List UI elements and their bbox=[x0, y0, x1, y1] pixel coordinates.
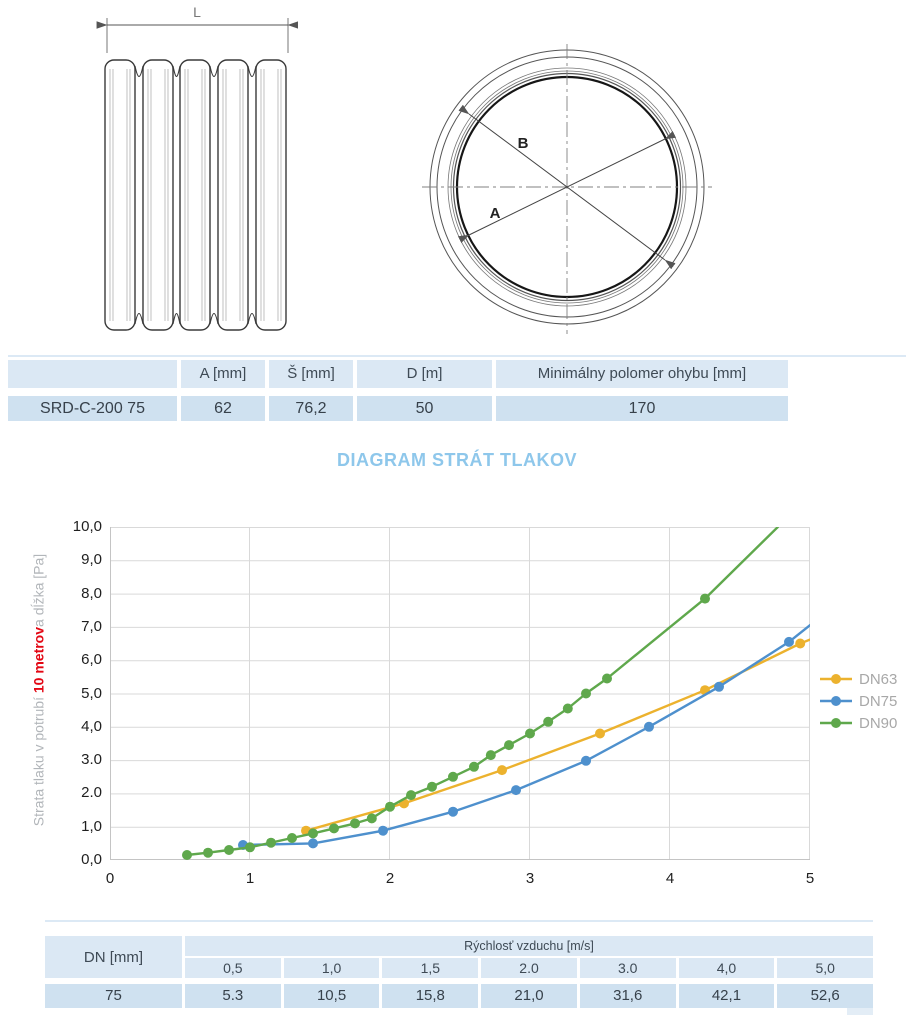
flow-value: 5.3 bbox=[185, 984, 281, 1008]
plot-area bbox=[110, 527, 810, 860]
x-tick-label: 0 bbox=[105, 870, 115, 887]
data-point-DN90 bbox=[469, 762, 479, 772]
pipe-cross-section-drawing bbox=[417, 32, 717, 342]
data-point-DN90 bbox=[287, 833, 297, 843]
data-point-DN90 bbox=[182, 850, 192, 860]
flow-speed-header: 0,5 bbox=[185, 958, 281, 978]
data-point-DN90 bbox=[203, 848, 213, 858]
flow-values-row bbox=[185, 984, 873, 1008]
spec-value-s: 76,2 bbox=[269, 396, 353, 421]
data-point-DN90 bbox=[448, 772, 458, 782]
flow-table-top-rule bbox=[45, 920, 873, 922]
spec-header-a: A [mm] bbox=[181, 360, 265, 388]
data-point-DN90 bbox=[602, 674, 612, 684]
data-point-DN75 bbox=[581, 756, 591, 766]
chart-title: DIAGRAM STRÁT TLAKOV bbox=[337, 450, 577, 470]
data-point-DN90 bbox=[266, 838, 276, 848]
series-line-DN63 bbox=[306, 640, 810, 831]
data-point-DN90 bbox=[700, 594, 710, 604]
x-tick-label: 4 bbox=[665, 870, 675, 887]
y-tick-label: 1,0 bbox=[81, 817, 102, 835]
flow-value: 42,1 bbox=[679, 984, 775, 1008]
flow-speed-header: 1,0 bbox=[284, 958, 380, 978]
flow-speed-header: 4,0 bbox=[679, 958, 775, 978]
legend-item-DN75 bbox=[820, 690, 897, 712]
flow-header-dn: DN [mm] bbox=[45, 936, 182, 978]
x-tick-label: 5 bbox=[805, 870, 815, 887]
flow-value: 15,8 bbox=[382, 984, 478, 1008]
y-tick-label: 9,0 bbox=[81, 551, 102, 569]
spec-header-empty bbox=[8, 360, 177, 388]
pipe-length-dimension bbox=[107, 4, 288, 53]
legend-item-DN63 bbox=[820, 668, 897, 690]
data-point-DN90 bbox=[406, 790, 416, 800]
flow-value-dn: 75 bbox=[45, 984, 182, 1008]
data-point-DN90 bbox=[329, 823, 339, 833]
flow-speed-header: 3.0 bbox=[580, 958, 676, 978]
data-point-DN75 bbox=[714, 682, 724, 692]
data-point-DN90 bbox=[350, 818, 360, 828]
data-point-DN90 bbox=[224, 845, 234, 855]
y-tick-label: 6,0 bbox=[81, 651, 102, 669]
spec-table-top-rule bbox=[8, 355, 906, 357]
flow-value: 21,0 bbox=[481, 984, 577, 1008]
spec-value-d: 50 bbox=[357, 396, 492, 421]
data-point-DN75 bbox=[784, 637, 794, 647]
legend-item-DN90 bbox=[820, 712, 897, 734]
y-axis-title-highlight: 10 metrov bbox=[30, 626, 47, 694]
data-point-DN90 bbox=[427, 782, 437, 792]
legend-marker-icon bbox=[820, 673, 852, 685]
flow-value: 31,6 bbox=[580, 984, 676, 1008]
data-point-DN90 bbox=[245, 842, 255, 852]
flow-table-edge-artifact bbox=[847, 1008, 873, 1015]
x-tick-label: 2 bbox=[385, 870, 395, 887]
data-point-DN90 bbox=[504, 740, 514, 750]
y-tick-label: 0,0 bbox=[81, 851, 102, 868]
legend-label: DN90 bbox=[859, 714, 898, 732]
y-tick-label: 8,0 bbox=[81, 584, 102, 602]
data-point-DN75 bbox=[448, 807, 458, 817]
spec-header-d: D [m] bbox=[357, 360, 492, 388]
x-tick-label: 3 bbox=[525, 870, 535, 887]
y-tick-label: 5,0 bbox=[81, 684, 102, 702]
y-axis-title bbox=[31, 518, 49, 863]
series-line-DN90 bbox=[187, 527, 778, 855]
flow-value: 52,6 bbox=[777, 984, 873, 1008]
flow-speed-headers bbox=[185, 958, 873, 978]
centerlines bbox=[422, 44, 712, 334]
data-point-DN75 bbox=[378, 826, 388, 836]
legend-marker-icon bbox=[820, 695, 852, 707]
data-point-DN63 bbox=[795, 639, 805, 649]
y-tick-label: 4,0 bbox=[81, 717, 102, 735]
y-tick-label: 2.0 bbox=[81, 784, 102, 802]
pipe-side-view-drawing bbox=[83, 3, 298, 348]
y-tick-label: 10,0 bbox=[72, 518, 102, 535]
spec-value-min-bend: 170 bbox=[496, 396, 788, 421]
pipe-length-label: L bbox=[193, 4, 201, 20]
spec-header-min-bend: Minimálny polomer ohybu [mm] bbox=[496, 360, 788, 388]
y-axis-title-prefix: Strata tlaku v potrubí bbox=[30, 693, 47, 827]
data-point-DN90 bbox=[308, 828, 318, 838]
data-point-DN75 bbox=[644, 722, 654, 732]
pipe-body bbox=[105, 60, 286, 330]
data-point-DN90 bbox=[367, 813, 377, 823]
data-point-DN75 bbox=[308, 838, 318, 848]
data-point-DN63 bbox=[595, 729, 605, 739]
data-point-DN90 bbox=[385, 802, 395, 812]
x-tick-label: 1 bbox=[245, 870, 255, 887]
data-point-DN90 bbox=[543, 717, 553, 727]
y-tick-label: 3.0 bbox=[81, 751, 102, 769]
y-tick-label: 7,0 bbox=[81, 617, 102, 635]
data-point-DN63 bbox=[497, 765, 507, 775]
legend-marker-icon bbox=[820, 717, 852, 729]
spec-header-s: Š [mm] bbox=[269, 360, 353, 388]
legend-label: DN63 bbox=[859, 670, 898, 688]
flow-speed-header: 1,5 bbox=[382, 958, 478, 978]
diameter-b-label: B bbox=[517, 135, 529, 152]
data-point-DN90 bbox=[525, 729, 535, 739]
spec-product-name: SRD-C-200 75 bbox=[8, 396, 177, 421]
chart-legend bbox=[820, 668, 897, 734]
flow-value: 10,5 bbox=[284, 984, 380, 1008]
flow-header-group: Rýchlosť vzduchu [m/s] bbox=[185, 936, 873, 956]
legend-label: DN75 bbox=[859, 692, 898, 710]
data-point-DN90 bbox=[486, 750, 496, 760]
y-axis-title-suffix: a dĺžka [Pa] bbox=[30, 553, 47, 627]
data-point-DN75 bbox=[511, 785, 521, 795]
flow-speed-header: 2.0 bbox=[481, 958, 577, 978]
data-point-DN90 bbox=[563, 704, 573, 714]
flow-speed-header: 5,0 bbox=[777, 958, 873, 978]
pressure-loss-chart bbox=[0, 515, 914, 915]
spec-value-a: 62 bbox=[181, 396, 265, 421]
data-point-DN90 bbox=[581, 689, 591, 699]
diameter-a-label: A bbox=[489, 205, 501, 222]
